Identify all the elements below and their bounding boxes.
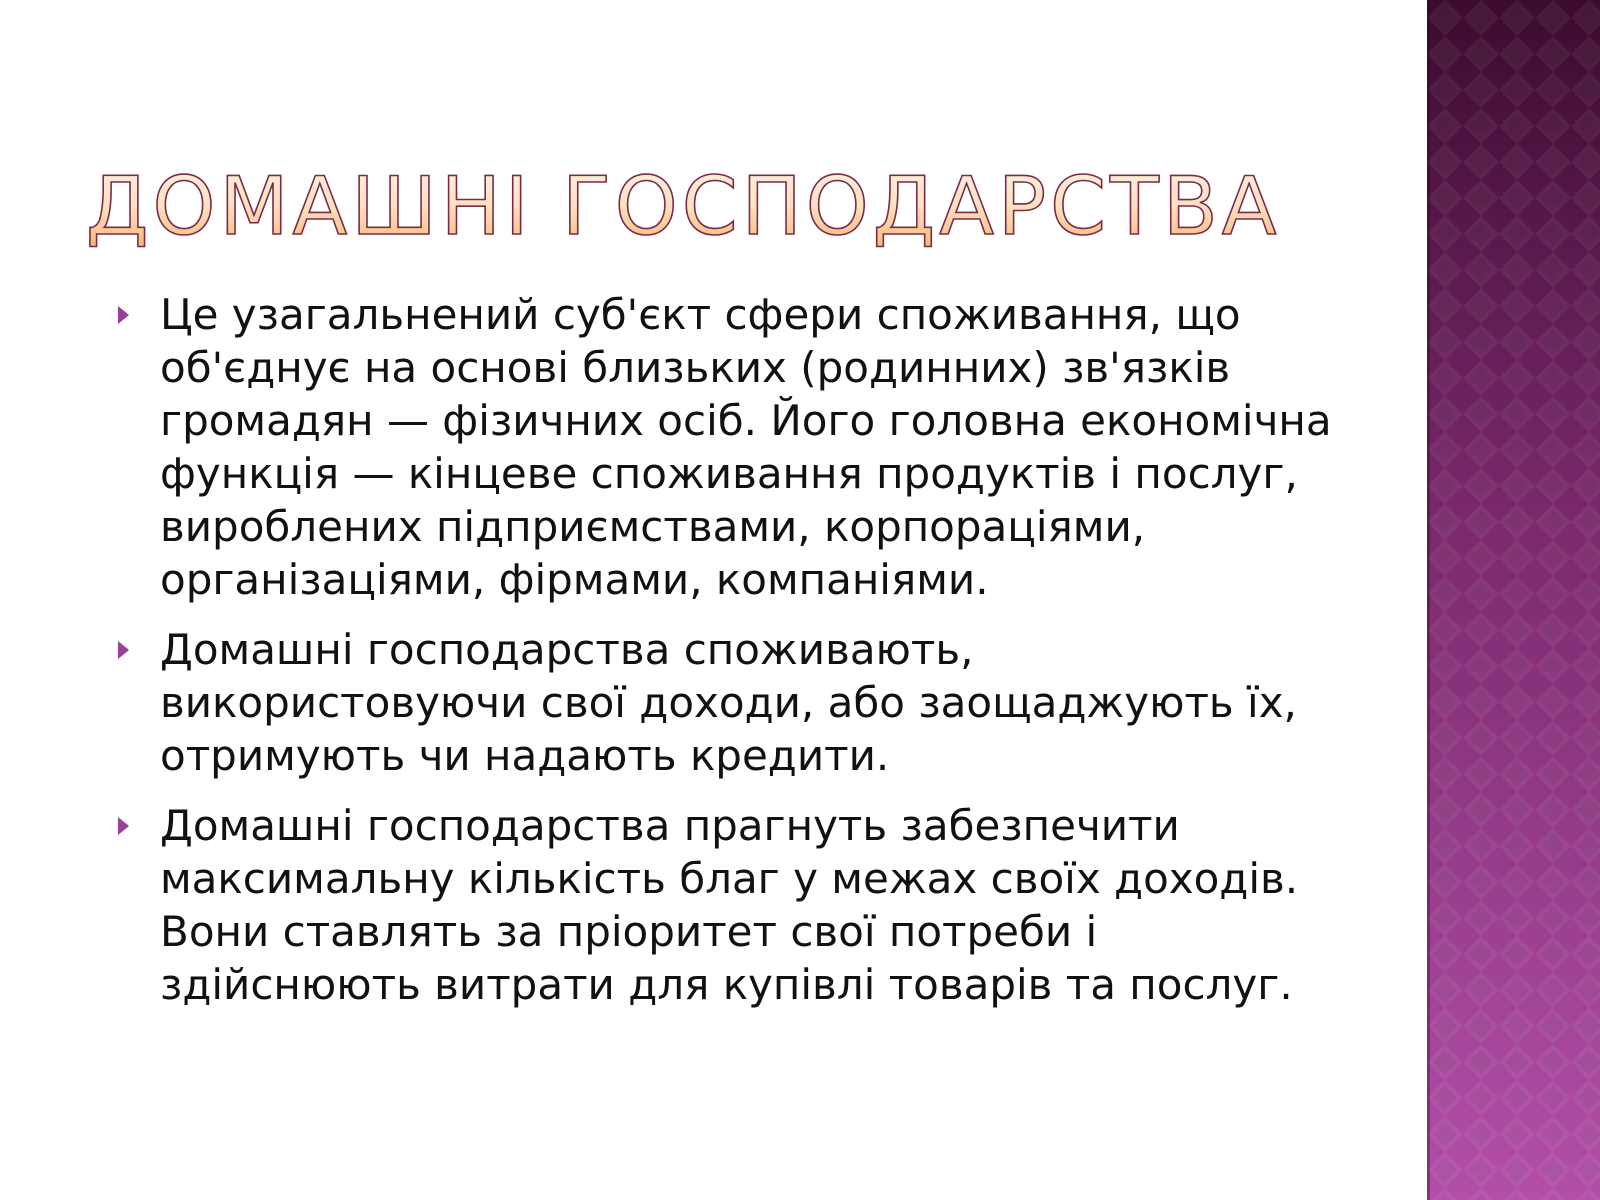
slide-title-text: ДОМАШНІ ГОСПОДАРСТВА: [86, 160, 1281, 253]
bullet-text: Домашні господарства прагнуть забезпечити максимальну кількість благ у межах своїх доходів. Вони ставлять за пріоритет свої потреби і здійснюють витрати для купівлі товарів та послуг.: [160, 801, 1299, 1009]
slide-title: [86, 150, 1406, 260]
bullet-item: [110, 799, 1350, 1011]
triangle-right-icon: [118, 306, 129, 324]
decorative-side-panel: [1427, 0, 1600, 1200]
bullet-item: [110, 623, 1350, 782]
bullet-list: [110, 288, 1350, 1028]
triangle-right-icon: [118, 641, 129, 659]
triangle-right-icon: [118, 817, 129, 835]
bullet-text: Це узагальнений суб'єкт сфери споживання, що об'єднує на основі близьких (родинних) зв'язків громадян — фізичних осіб. Його головна економічна функція — кінцеве споживання продуктів і послуг, вироблених підприємствами, корпораціями, організаціями, фірмами, компаніями.: [160, 290, 1332, 604]
side-panel-pattern: [1427, 0, 1600, 1200]
bullet-item: [110, 288, 1350, 606]
bullet-text: Домашні господарства споживають, використовуючи свої доходи, або заощаджують їх, отримують чи надають кредити.: [160, 625, 1297, 780]
